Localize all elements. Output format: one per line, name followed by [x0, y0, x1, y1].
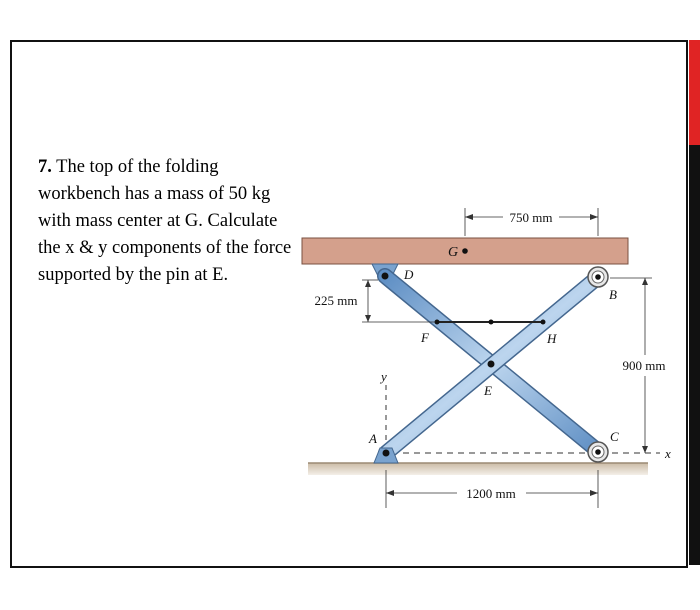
dim-900-label: 900 mm [622, 358, 666, 373]
label-e: E [484, 383, 492, 398]
dim-1200-label: 1200 mm [466, 486, 516, 501]
pin-f [435, 320, 440, 325]
dim-900-arrow-top [642, 278, 648, 285]
pin-b [595, 274, 601, 280]
dim-225-label: 225 mm [314, 293, 358, 308]
ground [308, 463, 648, 475]
dim-225-arrow-bottom [365, 315, 371, 322]
label-g: G [448, 245, 459, 260]
problem-number: 7. [38, 157, 52, 177]
label-y: y [381, 369, 387, 384]
problem-statement: The top of the folding workbench has a mass of 50 kg with mass center at G. Calculate the x & y components of the force supported by the pin at E. [38, 157, 292, 285]
label-b: B [609, 287, 617, 302]
dim-900-arrow-bottom [642, 446, 648, 453]
pin-a [383, 450, 390, 457]
label-c: C [610, 429, 619, 444]
mass-center-g [462, 248, 468, 254]
pin-c [595, 449, 601, 455]
pin-h [541, 320, 546, 325]
dim-750-arrow-right [590, 214, 598, 220]
pin-e [488, 361, 495, 368]
dim-225-arrow-top [365, 280, 371, 287]
dim-1200-arrow-right [590, 490, 598, 496]
dim-750-arrow-left [465, 214, 473, 220]
dim-1200-arrow-left [386, 490, 394, 496]
label-x: x [665, 446, 671, 461]
label-d: D [404, 267, 414, 282]
label-f: F [421, 330, 429, 345]
label-h: H [547, 331, 557, 346]
pin-mid [489, 320, 494, 325]
label-a: A [369, 431, 377, 446]
dim-750-label: 750 mm [509, 210, 553, 225]
pin-d [382, 273, 389, 280]
